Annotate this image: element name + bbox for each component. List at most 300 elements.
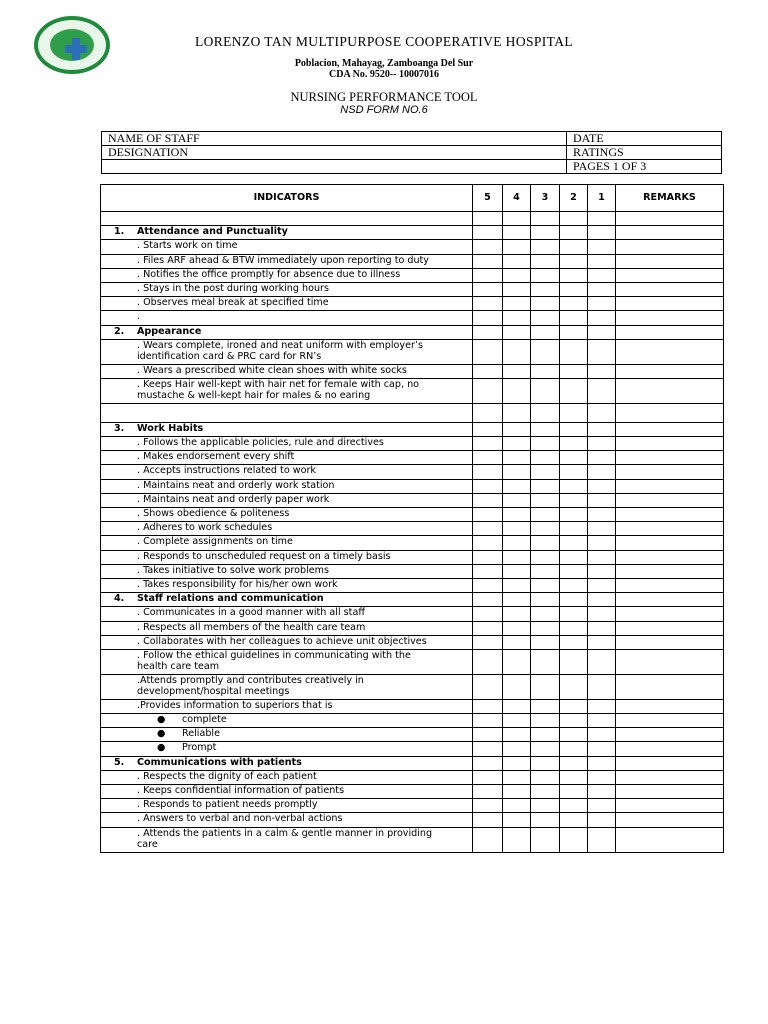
rating-cell[interactable] [473, 578, 503, 592]
rating-cell[interactable] [588, 325, 616, 339]
remarks-cell[interactable] [616, 311, 724, 325]
rating-cell[interactable] [473, 785, 503, 799]
rating-cell[interactable] [503, 550, 531, 564]
rating-cell[interactable] [588, 226, 616, 240]
indicator-text: . Shows obedience & politeness [101, 508, 473, 522]
rating-cell[interactable] [531, 465, 560, 479]
rating-cell[interactable] [531, 674, 560, 699]
date-field[interactable]: DATE [567, 132, 722, 146]
rating-cell[interactable] [560, 536, 588, 550]
rating-cell[interactable] [473, 212, 503, 226]
indicator-text [101, 339, 473, 364]
remarks-cell[interactable] [616, 550, 724, 564]
section-row [101, 226, 724, 240]
indicator-text: . [101, 311, 473, 325]
rating-cell[interactable] [473, 378, 503, 403]
rating-cell[interactable] [531, 479, 560, 493]
rating-cell[interactable] [588, 607, 616, 621]
rating-cell[interactable] [531, 770, 560, 784]
rating-cell[interactable] [560, 493, 588, 507]
rating-cell[interactable] [588, 674, 616, 699]
indicator-text: . Observes meal break at specified time [101, 297, 473, 311]
rating-cell[interactable] [560, 339, 588, 364]
rating-cell[interactable] [473, 674, 503, 699]
rating-cell[interactable] [588, 378, 616, 403]
indicator-text [101, 649, 473, 674]
rating-cell[interactable] [503, 578, 531, 592]
rating-cell[interactable] [473, 479, 503, 493]
remarks-cell[interactable] [616, 422, 724, 436]
rating-cell[interactable] [473, 282, 503, 296]
rating-cell[interactable] [473, 364, 503, 378]
rating-cell[interactable] [588, 240, 616, 254]
rating-cell[interactable] [473, 635, 503, 649]
rating-cell[interactable] [503, 742, 531, 756]
rating-cell[interactable] [503, 422, 531, 436]
rating-cell[interactable] [588, 297, 616, 311]
rating-cell[interactable] [560, 364, 588, 378]
rating-cell[interactable] [588, 827, 616, 852]
indicator-line: development/hospital meetings [137, 686, 290, 698]
rating-cell[interactable] [473, 268, 503, 282]
remarks-cell[interactable] [616, 742, 724, 756]
remarks-cell[interactable] [616, 226, 724, 240]
rating-cell[interactable] [531, 699, 560, 713]
section-title [101, 422, 473, 436]
rating-cell[interactable] [503, 813, 531, 827]
rating-cell[interactable] [503, 508, 531, 522]
rating-cell[interactable] [473, 564, 503, 578]
rating-cell[interactable] [503, 240, 531, 254]
remarks-cell[interactable] [616, 756, 724, 770]
rating-cell[interactable] [473, 325, 503, 339]
indicator-line: health care team [137, 661, 220, 673]
remarks-cell[interactable] [616, 364, 724, 378]
rating-cell[interactable] [473, 226, 503, 240]
remarks-cell[interactable] [616, 607, 724, 621]
remarks-cell[interactable] [616, 649, 724, 674]
rating-cell[interactable] [473, 728, 503, 742]
rating-cell[interactable] [473, 437, 503, 451]
designation-field[interactable]: DESIGNATION [102, 146, 567, 160]
rating-cell[interactable] [588, 728, 616, 742]
rating-cell[interactable] [503, 635, 531, 649]
rating-cell[interactable] [503, 607, 531, 621]
rating-cell[interactable] [503, 364, 531, 378]
table-row [101, 728, 724, 742]
rating-cell[interactable] [473, 799, 503, 813]
rating-cell[interactable] [531, 311, 560, 325]
rating-cell[interactable] [531, 493, 560, 507]
rating-cell[interactable] [560, 799, 588, 813]
rating-cell[interactable] [588, 550, 616, 564]
rating-cell[interactable] [531, 339, 560, 364]
rating-cell[interactable] [560, 578, 588, 592]
rating-cell[interactable] [473, 465, 503, 479]
rating-cell[interactable] [588, 339, 616, 364]
remarks-cell[interactable] [616, 699, 724, 713]
indicator-text: .Provides information to superiors that is [101, 699, 473, 713]
rating-cell[interactable] [531, 550, 560, 564]
indicator-line: mustache & well-kept hair for males & no earing [137, 390, 371, 402]
rating-cell[interactable] [503, 593, 531, 607]
rating-cell[interactable] [531, 403, 560, 422]
rating-cell[interactable] [560, 378, 588, 403]
rating-cell[interactable] [503, 756, 531, 770]
bullet-icon: ● [157, 742, 166, 754]
rating-cell[interactable] [473, 508, 503, 522]
rating-cell[interactable] [588, 311, 616, 325]
rating-cell[interactable] [531, 522, 560, 536]
remarks-cell[interactable] [616, 451, 724, 465]
remarks-cell[interactable] [616, 254, 724, 268]
rating-cell[interactable] [531, 268, 560, 282]
rating-cell[interactable] [531, 785, 560, 799]
rating-cell[interactable] [503, 728, 531, 742]
rating-cell[interactable] [560, 403, 588, 422]
rating-cell[interactable] [588, 785, 616, 799]
table-row [101, 564, 724, 578]
remarks-cell[interactable] [616, 799, 724, 813]
rating-cell[interactable] [560, 297, 588, 311]
table-row [101, 311, 724, 325]
rating-cell[interactable] [531, 813, 560, 827]
table-row [101, 403, 724, 422]
rating-cell[interactable] [560, 827, 588, 852]
rating-cell[interactable] [531, 564, 560, 578]
rating-cell[interactable] [588, 536, 616, 550]
bullet-icon: ● [157, 728, 166, 740]
rating-cell[interactable] [560, 699, 588, 713]
section-label: Attendance and Punctuality [137, 226, 288, 238]
rating-cell[interactable] [560, 282, 588, 296]
rating-cell[interactable] [588, 493, 616, 507]
rating-cell[interactable] [560, 564, 588, 578]
rating-cell[interactable] [531, 378, 560, 403]
table-row [101, 254, 724, 268]
rating-cell[interactable] [588, 649, 616, 674]
rating-cell[interactable] [503, 268, 531, 282]
table-row [101, 607, 724, 621]
rating-cell[interactable] [588, 508, 616, 522]
rating-cell[interactable] [588, 799, 616, 813]
rating-cell[interactable] [473, 240, 503, 254]
indicator-text: . Takes initiative to solve work problems [101, 564, 473, 578]
section-number: 1. [114, 226, 125, 238]
remarks-cell[interactable] [616, 339, 724, 364]
rating-cell[interactable] [503, 621, 531, 635]
rating-cell[interactable] [503, 403, 531, 422]
rating-cell[interactable] [503, 493, 531, 507]
rating-cell[interactable] [560, 593, 588, 607]
remarks-cell[interactable] [616, 325, 724, 339]
rating-cell[interactable] [473, 339, 503, 364]
cda-number: CDA No. 9520-- 10007016 [329, 69, 439, 80]
rating-cell[interactable] [503, 714, 531, 728]
table-row [101, 522, 724, 536]
rating-cell[interactable] [560, 479, 588, 493]
indicator-text: . Respects all members of the health care team [101, 621, 473, 635]
remarks-cell[interactable] [616, 770, 724, 784]
rating-cell[interactable] [473, 756, 503, 770]
remarks-cell[interactable] [616, 522, 724, 536]
rating-cell[interactable] [531, 827, 560, 852]
rating-cell[interactable] [560, 621, 588, 635]
indicator-line: . Wears complete, ironed and neat uniform with employer’s [137, 339, 423, 351]
rating-cell[interactable] [503, 479, 531, 493]
rating-cell[interactable] [473, 649, 503, 674]
rating-cell[interactable] [560, 437, 588, 451]
rating-cell[interactable] [588, 364, 616, 378]
table-row [101, 621, 724, 635]
rating-cell[interactable] [503, 699, 531, 713]
rating-cell[interactable] [588, 621, 616, 635]
rating-cell[interactable] [531, 254, 560, 268]
rating-cell[interactable] [531, 578, 560, 592]
rating-cell[interactable] [473, 536, 503, 550]
rating-cell[interactable] [531, 799, 560, 813]
rating-cell[interactable] [531, 451, 560, 465]
rating-cell[interactable] [588, 282, 616, 296]
rating-cell[interactable] [473, 742, 503, 756]
remarks-cell[interactable] [616, 268, 724, 282]
remarks-cell[interactable] [616, 465, 724, 479]
rating-cell[interactable] [560, 550, 588, 564]
rating-cell[interactable] [473, 451, 503, 465]
rating-cell[interactable] [503, 254, 531, 268]
section-row [101, 325, 724, 339]
rating-cell[interactable] [473, 813, 503, 827]
remarks-cell[interactable] [616, 403, 724, 422]
rating-cell[interactable] [531, 635, 560, 649]
rating-cell[interactable] [560, 770, 588, 784]
rating-cell[interactable] [588, 437, 616, 451]
rating-cell[interactable] [503, 674, 531, 699]
rating-cell[interactable] [588, 714, 616, 728]
rating-cell[interactable] [503, 226, 531, 240]
rating-cell[interactable] [531, 297, 560, 311]
rating-cell[interactable] [503, 827, 531, 852]
indicator-text: . Keeps confidential information of patients [101, 785, 473, 799]
rating-cell[interactable] [531, 325, 560, 339]
rating-cell[interactable] [503, 325, 531, 339]
indicator-text: . Notifies the office promptly for absence due to illness [101, 268, 473, 282]
remarks-cell[interactable] [616, 728, 724, 742]
rating-cell[interactable] [588, 564, 616, 578]
remarks-cell[interactable] [616, 785, 724, 799]
rating-cell[interactable] [588, 813, 616, 827]
rating-cell[interactable] [531, 742, 560, 756]
remarks-cell[interactable] [616, 813, 724, 827]
remarks-cell[interactable] [616, 635, 724, 649]
indicator-text: . Communicates in a good manner with all staff [101, 607, 473, 621]
rating-cell[interactable] [473, 493, 503, 507]
rating-cell[interactable] [473, 522, 503, 536]
rating-cell[interactable] [560, 226, 588, 240]
rating-cell[interactable] [588, 451, 616, 465]
rating-cell[interactable] [503, 311, 531, 325]
rating-cell[interactable] [473, 550, 503, 564]
rating-cell[interactable] [560, 254, 588, 268]
remarks-cell[interactable] [616, 479, 724, 493]
table-row [101, 635, 724, 649]
rating-cell[interactable] [531, 240, 560, 254]
remarks-cell[interactable] [616, 493, 724, 507]
rating-cell[interactable] [473, 827, 503, 852]
hospital-name: LORENZO TAN MULTIPURPOSE COOPERATIVE HOSPITAL [194, 34, 574, 49]
rating-cell[interactable] [560, 813, 588, 827]
rating-cell[interactable] [503, 437, 531, 451]
rating-cell[interactable] [588, 742, 616, 756]
rating-cell[interactable] [473, 593, 503, 607]
rating-cell[interactable] [588, 756, 616, 770]
rating-cell[interactable] [531, 422, 560, 436]
section-title [101, 226, 473, 240]
remarks-cell[interactable] [616, 621, 724, 635]
rating-cell[interactable] [531, 282, 560, 296]
table-row [101, 799, 724, 813]
bullet-text: complete [182, 714, 227, 726]
rating-cell[interactable] [531, 536, 560, 550]
rating-cell[interactable] [560, 451, 588, 465]
rating-cell[interactable] [473, 297, 503, 311]
section-title [101, 593, 473, 607]
rating-cell[interactable] [588, 254, 616, 268]
table-row [101, 550, 724, 564]
rating-cell[interactable] [588, 212, 616, 226]
rating-cell[interactable] [560, 607, 588, 621]
rating-cell[interactable] [560, 268, 588, 282]
ratings-field[interactable]: RATINGS [567, 146, 722, 160]
indicator-text: . Makes endorsement every shift [101, 451, 473, 465]
rating-cell[interactable] [473, 621, 503, 635]
rating-cell[interactable] [560, 422, 588, 436]
remarks-cell[interactable] [616, 508, 724, 522]
rating-cell[interactable] [503, 465, 531, 479]
remarks-cell[interactable] [616, 240, 724, 254]
remarks-cell[interactable] [616, 378, 724, 403]
rating-cell[interactable] [531, 728, 560, 742]
indicator-line: . Keeps Hair well-kept with hair net for female with cap, no [137, 378, 420, 390]
rating-cell[interactable] [473, 311, 503, 325]
rating-cell[interactable] [503, 339, 531, 364]
rating-cell[interactable] [473, 607, 503, 621]
rating-cell[interactable] [503, 522, 531, 536]
remarks-cell[interactable] [616, 827, 724, 852]
bullet-item [101, 742, 473, 756]
rating-cell[interactable] [531, 649, 560, 674]
rating-cell[interactable] [503, 282, 531, 296]
rating-cell[interactable] [560, 649, 588, 674]
rating-cell[interactable] [531, 437, 560, 451]
rating-cell[interactable] [473, 770, 503, 784]
rating-cell[interactable] [531, 714, 560, 728]
rating-cell[interactable] [503, 536, 531, 550]
rating-cell[interactable] [473, 422, 503, 436]
remarks-cell[interactable] [616, 714, 724, 728]
rating-cell[interactable] [531, 364, 560, 378]
rating-cell[interactable] [531, 756, 560, 770]
rating-cell[interactable] [503, 451, 531, 465]
rating-cell[interactable] [560, 522, 588, 536]
rating-cell[interactable] [531, 212, 560, 226]
rating-cell[interactable] [588, 479, 616, 493]
rating-cell[interactable] [473, 403, 503, 422]
rating-cell[interactable] [588, 422, 616, 436]
rating-cell[interactable] [588, 770, 616, 784]
rating-cell[interactable] [588, 593, 616, 607]
rating-cell[interactable] [560, 728, 588, 742]
remarks-cell[interactable] [616, 674, 724, 699]
rating-cell[interactable] [588, 635, 616, 649]
rating-cell[interactable] [560, 311, 588, 325]
rating-cell[interactable] [560, 742, 588, 756]
rating-cell[interactable] [503, 212, 531, 226]
remarks-cell[interactable] [616, 212, 724, 226]
remarks-cell[interactable] [616, 578, 724, 592]
indicator-text: . Takes responsibility for his/her own work [101, 578, 473, 592]
rating-cell[interactable] [503, 564, 531, 578]
rating-cell[interactable] [531, 621, 560, 635]
rating-cell[interactable] [560, 465, 588, 479]
rating-cell[interactable] [560, 756, 588, 770]
rating-cell[interactable] [560, 212, 588, 226]
rating-cell[interactable] [531, 226, 560, 240]
rating-cell[interactable] [588, 403, 616, 422]
remarks-cell[interactable] [616, 536, 724, 550]
table-row [101, 282, 724, 296]
rating-cell[interactable] [588, 699, 616, 713]
rating-cell[interactable] [560, 325, 588, 339]
rating-cell[interactable] [473, 699, 503, 713]
rating-cell[interactable] [560, 785, 588, 799]
table-row [101, 493, 724, 507]
remarks-cell[interactable] [616, 297, 724, 311]
table-header-row [101, 185, 724, 212]
name-of-staff-field[interactable]: NAME OF STAFF [102, 132, 567, 146]
rating-cell[interactable] [503, 799, 531, 813]
rating-5-header: 5 [473, 185, 503, 212]
rating-cell[interactable] [560, 635, 588, 649]
section-number: 4. [114, 593, 125, 605]
rating-cell[interactable] [588, 268, 616, 282]
rating-cell[interactable] [531, 508, 560, 522]
rating-cell[interactable] [503, 378, 531, 403]
rating-cell[interactable] [560, 674, 588, 699]
rating-cell[interactable] [503, 649, 531, 674]
remarks-cell[interactable] [616, 593, 724, 607]
rating-cell[interactable] [531, 593, 560, 607]
rating-cell[interactable] [531, 607, 560, 621]
rating-cell[interactable] [588, 578, 616, 592]
table-row [101, 465, 724, 479]
rating-cell[interactable] [588, 465, 616, 479]
remarks-cell[interactable] [616, 437, 724, 451]
bullet-icon: ● [157, 714, 166, 726]
rating-cell[interactable] [560, 508, 588, 522]
remarks-cell[interactable] [616, 564, 724, 578]
rating-cell[interactable] [560, 714, 588, 728]
rating-cell[interactable] [560, 240, 588, 254]
rating-cell[interactable] [503, 770, 531, 784]
indicator-line: identification card & PRC card for RN’s [137, 351, 322, 363]
rating-cell[interactable] [503, 297, 531, 311]
rating-cell[interactable] [588, 522, 616, 536]
rating-cell[interactable] [473, 254, 503, 268]
rating-cell[interactable] [503, 785, 531, 799]
remarks-cell[interactable] [616, 282, 724, 296]
rating-cell[interactable] [473, 714, 503, 728]
